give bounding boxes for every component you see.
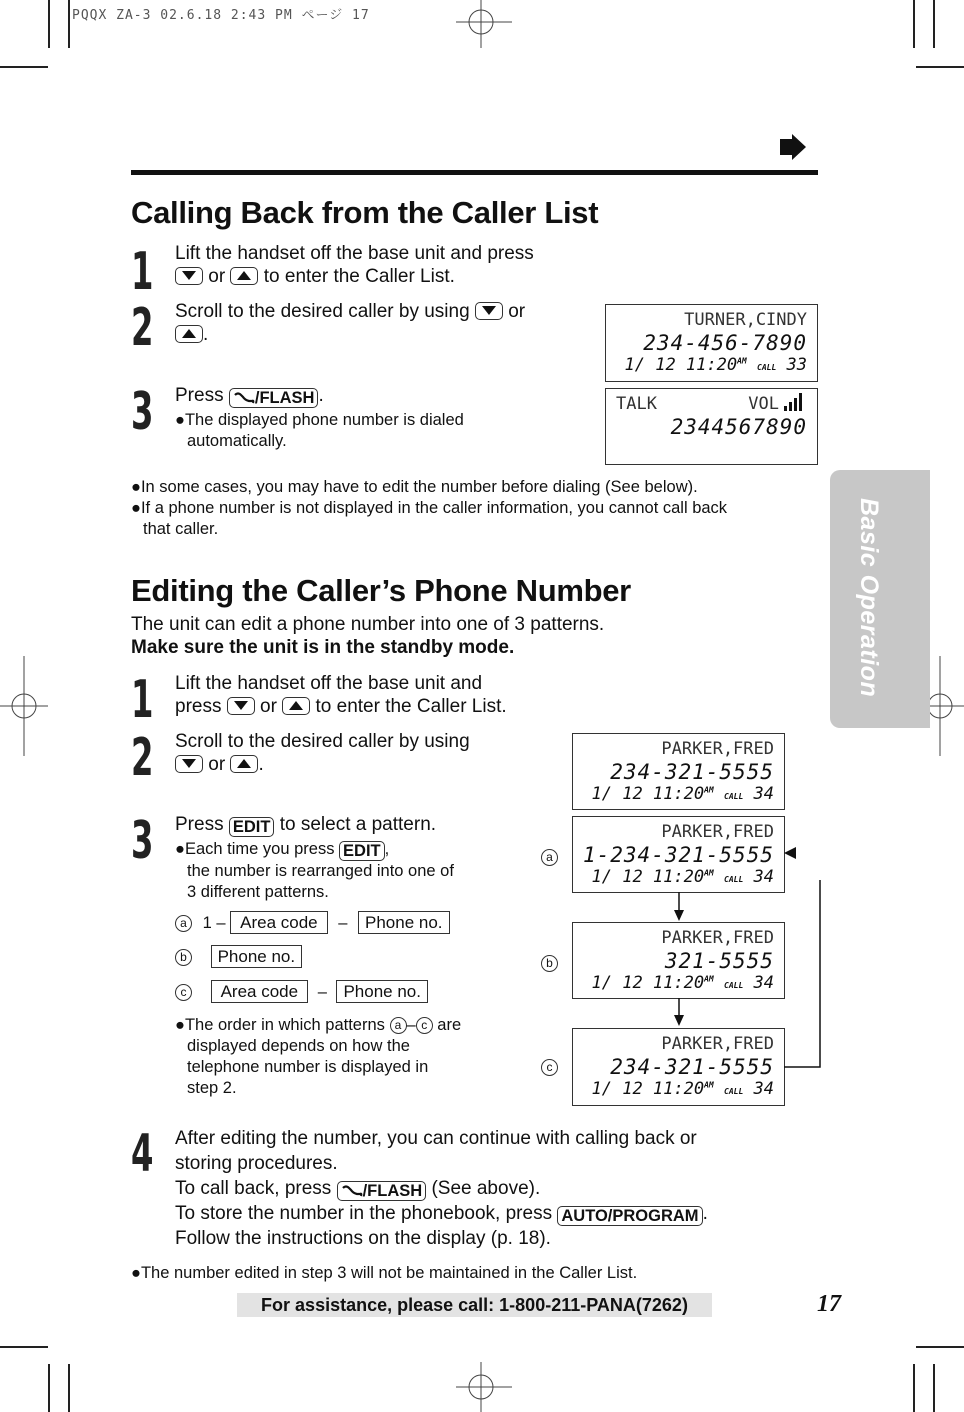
lcd-call-label: CALL xyxy=(724,875,744,884)
down-arrow-key-icon xyxy=(475,302,503,320)
bullet-text: ●The displayed phone number is dialed xyxy=(175,411,464,429)
step-text: To store the number in the phonebook, press xyxy=(175,1203,553,1224)
lcd-am: AM xyxy=(704,868,714,878)
pattern-prefix: 1 – xyxy=(202,914,226,932)
section2-intro xyxy=(131,613,771,659)
assistance-banner: For assistance, please call: 1-800-211-PANA(7262) xyxy=(237,1293,712,1317)
or-text: or xyxy=(508,301,526,322)
or-text: or xyxy=(208,266,226,287)
pattern-label: b xyxy=(541,955,558,972)
display-label-c xyxy=(541,1059,558,1077)
lcd-phone-number: 234-321-5555 xyxy=(610,760,774,784)
pattern-cycle-arrows xyxy=(660,880,840,1080)
or-text: or xyxy=(260,696,277,717)
lcd-date: 1/ 12 11:20 xyxy=(591,973,705,993)
lcd-date: 1/ 12 11:20 xyxy=(591,784,705,804)
step-text: Scroll to the desired caller by using xyxy=(175,301,470,322)
talk-flash-key xyxy=(229,388,319,408)
section-title-calling-back: Calling Back from the Caller List xyxy=(131,195,599,230)
lcd-call-label: CALL xyxy=(724,1087,744,1096)
intro-bold-text: Make sure the unit is in the standby mode. xyxy=(131,637,515,658)
flash-label: /FLASH xyxy=(362,1182,423,1200)
talk-flash-key xyxy=(337,1181,427,1201)
pattern-label: c xyxy=(175,984,192,1001)
step-number: 2 xyxy=(131,298,154,358)
area-code-box: Area code xyxy=(211,980,309,1003)
note-text: ●If a phone number is not displayed in the caller information, you cannot call back xyxy=(131,499,728,517)
down-arrow-key-icon xyxy=(175,755,203,773)
pattern-dash: – xyxy=(338,914,348,932)
lcd-phone-number: 1-234-321-5555 xyxy=(582,843,774,867)
bullet-text: 3 different patterns. xyxy=(187,883,329,901)
lcd-caller-name: PARKER,FRED xyxy=(661,1034,774,1054)
lcd-am: AM xyxy=(704,1080,714,1090)
crop-mark xyxy=(48,0,50,48)
bullet-text: displayed depends on how the xyxy=(187,1037,410,1055)
final-note: ●The number edited in step 3 will not be maintained in the Caller List. xyxy=(131,1264,638,1282)
step-text: . xyxy=(702,1203,708,1224)
registration-mark-left xyxy=(0,656,48,756)
step-text: Press xyxy=(175,814,224,835)
edit-step-2-text xyxy=(175,730,535,776)
step-text: . xyxy=(318,385,324,406)
up-arrow-key-icon xyxy=(230,267,258,285)
lcd-date-time xyxy=(592,1079,774,1099)
lcd-call-count: 34 xyxy=(753,867,774,887)
print-header: PQQX ZA-3 02.6.18 2:43 PM ページ 17 xyxy=(72,8,370,23)
crop-mark xyxy=(0,66,48,68)
down-arrow-key-icon xyxy=(227,697,255,715)
lcd-phone-number: 321-5555 xyxy=(664,949,774,973)
step-text: Lift the handset off the base unit and xyxy=(175,673,483,694)
intro-text: The unit can edit a phone number into one of 3 patterns. xyxy=(131,614,605,635)
step-text: . xyxy=(203,324,209,345)
lcd-display-parker xyxy=(572,733,785,810)
lcd-am: AM xyxy=(704,785,714,795)
pattern-dash: – xyxy=(406,1016,416,1034)
up-arrow-key-icon xyxy=(175,325,203,343)
edit-key: EDIT xyxy=(229,817,275,837)
lcd-phone-number: 234-456-7890 xyxy=(643,331,807,355)
lcd-phone-number: 234-321-5555 xyxy=(610,1055,774,1079)
pattern-label: c xyxy=(416,1017,433,1034)
step-text: (See above). xyxy=(431,1178,541,1199)
registration-mark-bottom xyxy=(456,1362,512,1412)
display-label-a xyxy=(541,849,558,867)
down-arrow-key-icon xyxy=(175,267,203,285)
note-text: ●In some cases, you may have to edit the number before dialing (See below). xyxy=(131,478,698,496)
step-text: to enter the Caller List. xyxy=(263,266,455,287)
pattern-b xyxy=(175,945,515,969)
step-text: to enter the Caller List. xyxy=(315,696,507,717)
lcd-date: 1/ 12 11:20 xyxy=(624,355,738,375)
crop-mark xyxy=(916,66,964,68)
lcd-date: 1/ 12 11:20 xyxy=(591,867,705,887)
pattern-label: a xyxy=(175,915,192,932)
step-text: After editing the number, you can continue with calling back or xyxy=(175,1128,697,1149)
side-tab xyxy=(830,470,930,728)
lcd-date: 1/ 12 11:20 xyxy=(591,1079,705,1099)
lcd-date-time xyxy=(625,355,807,375)
auto-program-key: AUTO/PROGRAM xyxy=(557,1206,702,1226)
arrow-head-icon xyxy=(674,910,684,921)
volume-bars-icon xyxy=(783,392,805,412)
crop-mark xyxy=(0,1346,48,1348)
edit-step-3-text xyxy=(175,813,535,837)
lcd-date-time xyxy=(592,784,774,804)
crop-mark xyxy=(913,0,915,48)
pattern-a xyxy=(175,911,515,935)
edit-step-4-text xyxy=(175,1126,815,1251)
side-tab-label: Basic Operation xyxy=(855,498,883,698)
registration-mark-top xyxy=(456,0,512,48)
lcd-caller-name: TURNER,CINDY xyxy=(684,310,807,330)
arrow-c-to-a xyxy=(784,880,820,1067)
up-arrow-key-icon xyxy=(282,697,310,715)
step-number: 3 xyxy=(131,382,154,442)
phone-no-box: Phone no. xyxy=(358,911,450,934)
lcd-am: AM xyxy=(737,356,747,366)
step-text: Lift the handset off the base unit and press xyxy=(175,243,534,264)
lcd-display-talk xyxy=(605,388,818,465)
bullet-text: ●Each time you press xyxy=(175,840,335,858)
lcd-call-count: 34 xyxy=(753,973,774,993)
step-number: 1 xyxy=(131,242,154,302)
pattern-label: a xyxy=(541,849,558,866)
lcd-caller-name: PARKER,FRED xyxy=(661,928,774,948)
up-arrow-key-icon xyxy=(230,755,258,773)
step-3-text xyxy=(175,384,595,408)
handset-icon xyxy=(233,392,255,404)
lcd-dialed-number: 2344567890 xyxy=(670,415,807,439)
lcd-caller-name: PARKER,FRED xyxy=(661,739,774,759)
pattern-dash: – xyxy=(317,983,327,1001)
lcd-call-count: 34 xyxy=(753,784,774,804)
lcd-call-label: CALL xyxy=(724,981,744,990)
bullet-text: , xyxy=(384,840,390,858)
step-text: to select a pattern. xyxy=(279,814,437,835)
crop-mark xyxy=(933,1364,935,1412)
crop-mark xyxy=(68,0,70,48)
lcd-am: AM xyxy=(704,974,714,984)
edit-key: EDIT xyxy=(339,841,385,861)
display-label-b xyxy=(541,955,558,973)
step-text: storing procedures. xyxy=(175,1153,338,1174)
bullet-text: the number is rearranged into one of xyxy=(187,862,454,880)
arrow-head-icon xyxy=(674,1015,684,1026)
next-page-arrow-icon xyxy=(780,134,806,160)
step-text: Follow the instructions on the display (p. 18). xyxy=(175,1228,551,1249)
bullet-text: are xyxy=(437,1016,462,1034)
bullet-text: step 2. xyxy=(187,1079,237,1097)
pattern-c xyxy=(175,980,515,1004)
area-code-box: Area code xyxy=(230,911,328,934)
lcd-call-count: 34 xyxy=(753,1079,774,1099)
step-3-bullet xyxy=(175,410,575,452)
lcd-call-label: CALL xyxy=(724,792,744,801)
pattern-label: b xyxy=(175,949,192,966)
edit-step-1-text xyxy=(175,672,595,718)
step-text: press xyxy=(175,696,222,717)
phone-no-box: Phone no. xyxy=(336,980,428,1003)
lcd-display-caller xyxy=(605,304,818,382)
step-number: 1 xyxy=(131,670,154,730)
lcd-call-count: 33 xyxy=(786,355,807,375)
crop-mark xyxy=(68,1364,70,1412)
step-text: To call back, press xyxy=(175,1178,332,1199)
lcd-caller-name: PARKER,FRED xyxy=(661,822,774,842)
section1-notes xyxy=(131,477,821,540)
arrow-head-icon xyxy=(784,846,806,860)
bullet-text: ●The order in which patterns xyxy=(175,1016,385,1034)
bullet-text: telephone number is displayed in xyxy=(187,1058,429,1076)
pattern-order-note xyxy=(175,1015,515,1099)
step-text: . xyxy=(258,754,264,775)
step-2-text xyxy=(175,300,595,346)
bullet-text: automatically. xyxy=(187,432,287,450)
handset-icon xyxy=(341,1185,363,1197)
step-text: Scroll to the desired caller by using xyxy=(175,731,470,752)
or-text: or xyxy=(208,754,226,775)
section-rule xyxy=(131,170,818,175)
crop-mark xyxy=(913,1364,915,1412)
lcd-vol: VOL xyxy=(748,394,779,414)
step-number: 3 xyxy=(131,811,154,871)
step-number: 2 xyxy=(131,728,154,788)
lcd-call-label: CALL xyxy=(757,363,777,372)
edit-step-3-bullets xyxy=(175,839,515,903)
page-number: 17 xyxy=(817,1291,841,1317)
crop-mark xyxy=(933,0,935,48)
lcd-talk: TALK xyxy=(616,394,657,414)
step-number: 4 xyxy=(131,1124,154,1184)
step-text: Press xyxy=(175,385,224,406)
flash-label: /FLASH xyxy=(254,389,315,407)
step-1-text xyxy=(175,242,595,288)
pattern-label: c xyxy=(541,1059,558,1076)
note-text: that caller. xyxy=(143,520,219,538)
crop-mark xyxy=(916,1346,964,1348)
pattern-label: a xyxy=(390,1017,407,1034)
section-title-editing: Editing the Caller’s Phone Number xyxy=(131,573,631,608)
phone-no-box: Phone no. xyxy=(211,945,303,968)
crop-mark xyxy=(48,1364,50,1412)
